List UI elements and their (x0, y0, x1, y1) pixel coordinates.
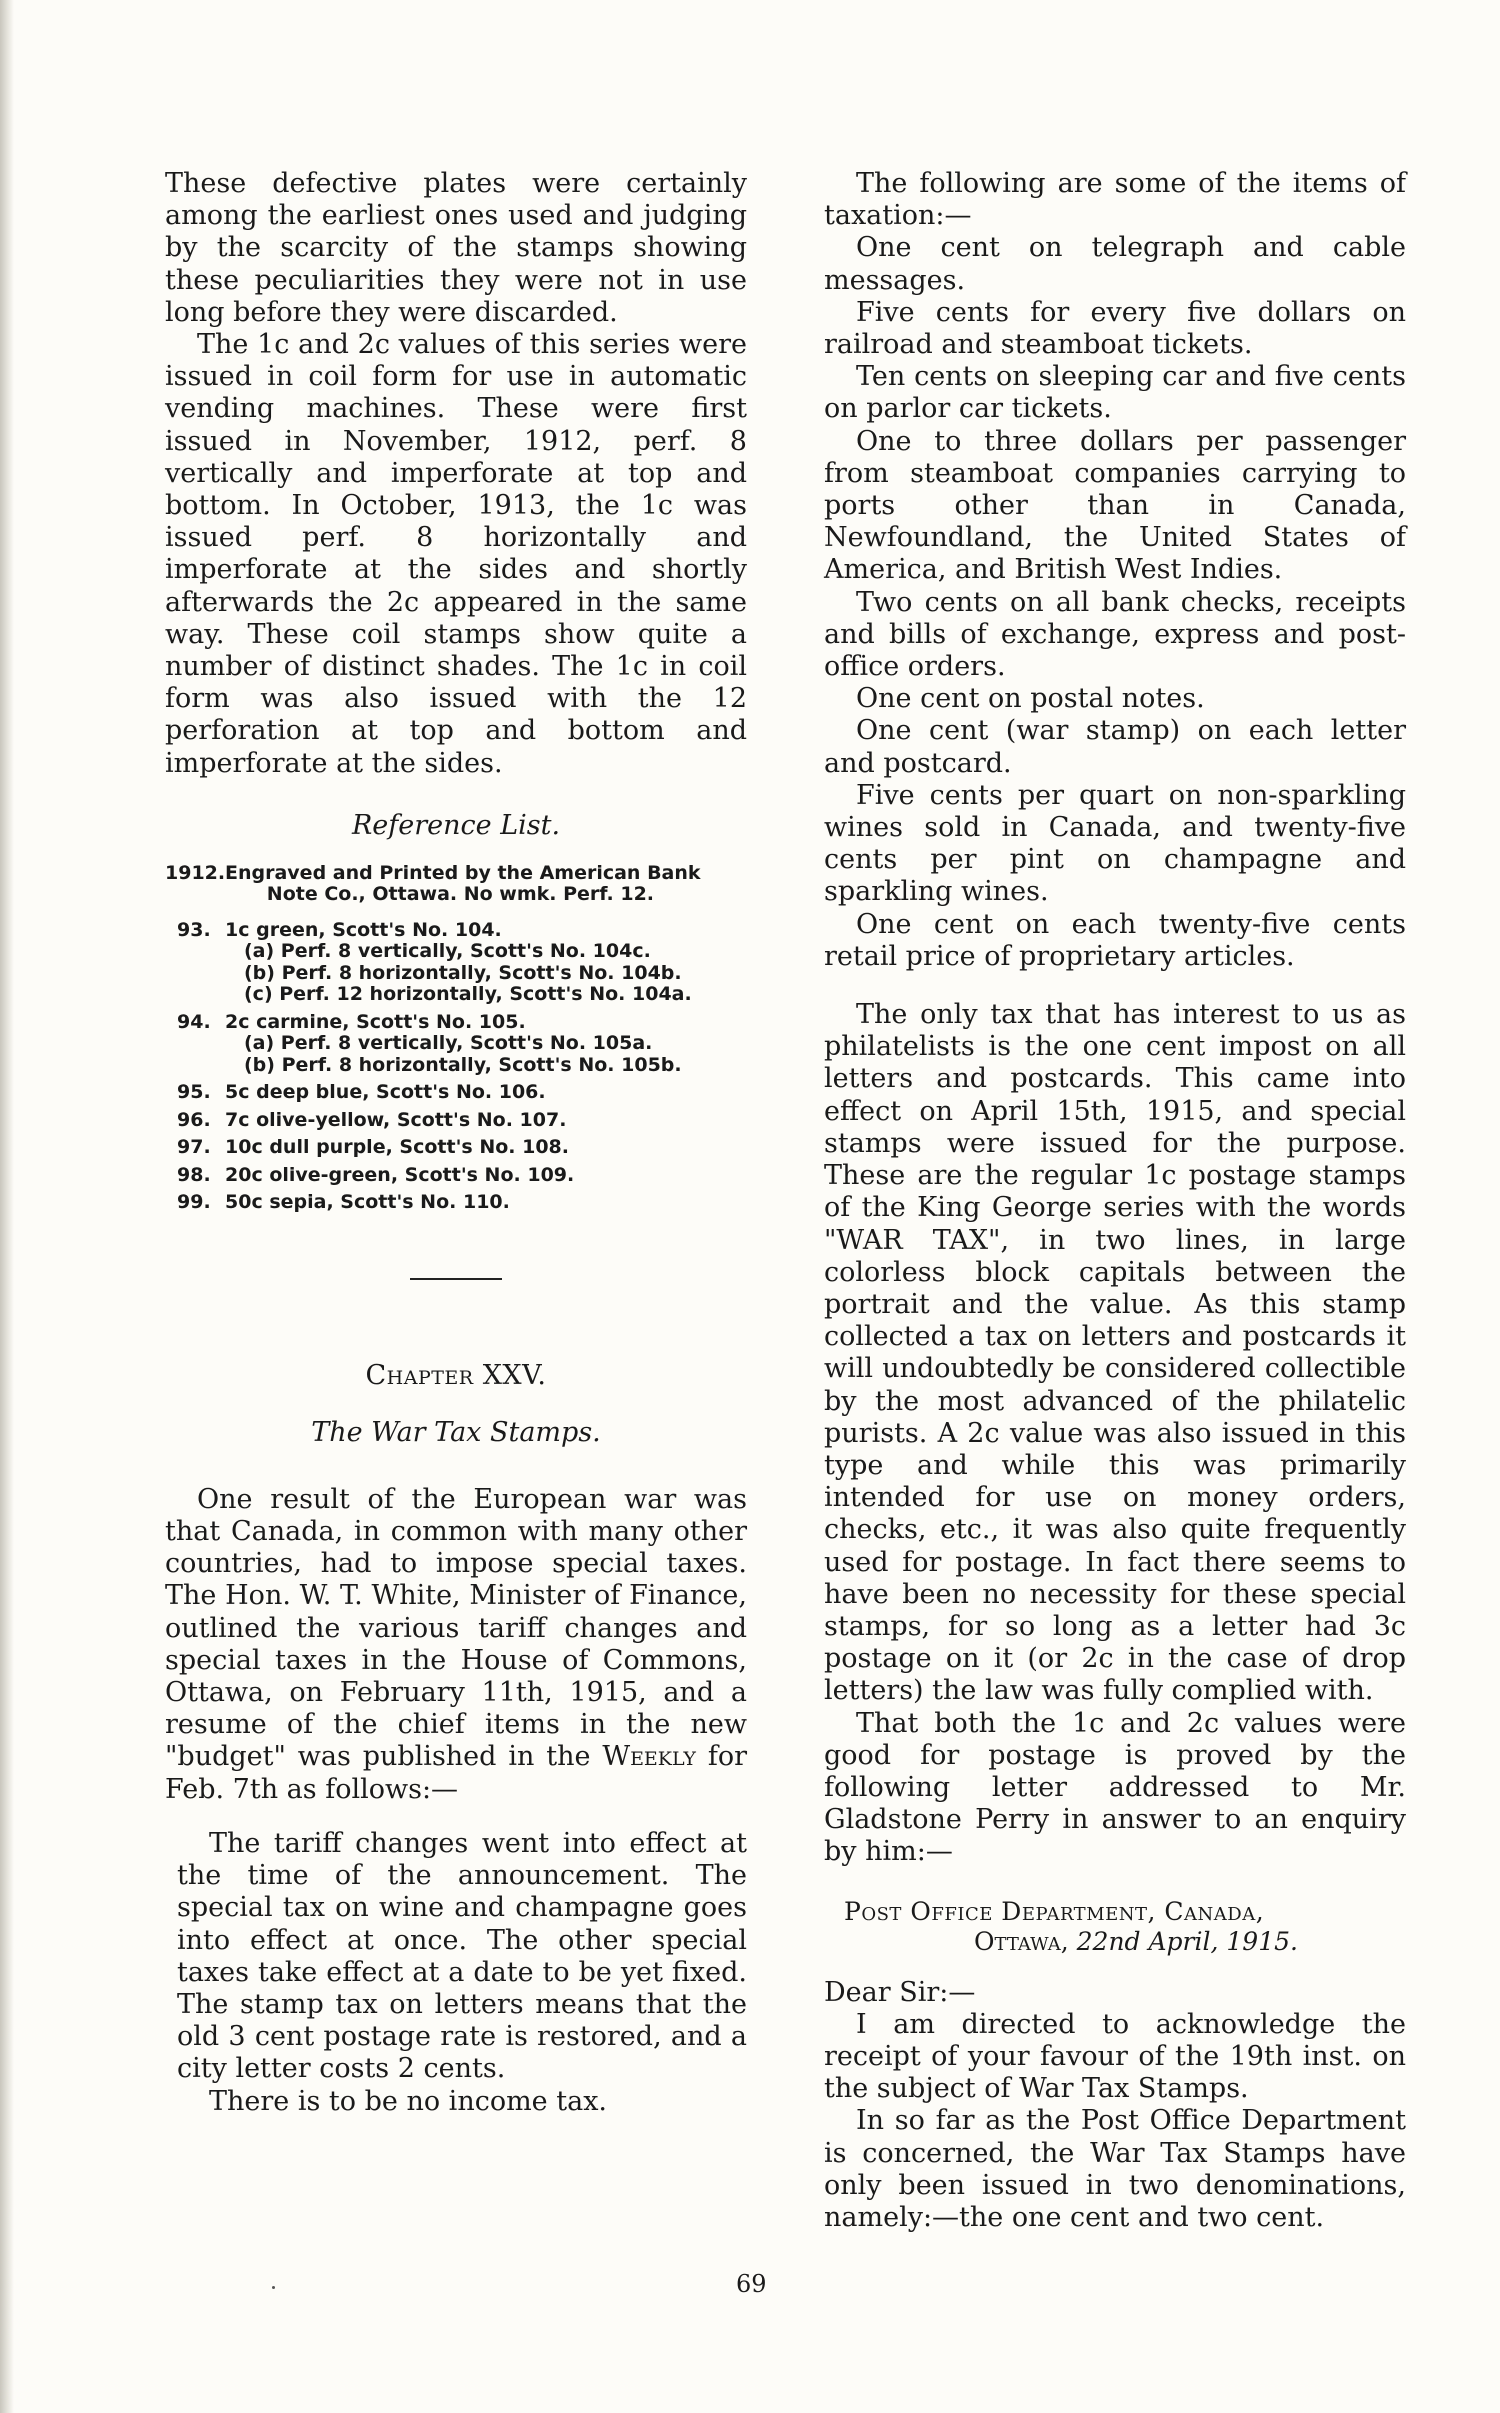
page-number: 69 (736, 2270, 767, 2298)
reference-entry-variety: (c) Perf. 12 horizontally, Scott's No. 104a. (244, 983, 692, 1006)
tax-item: One cent on each twenty-five cents retail price of proprietary articles. (824, 908, 1406, 972)
reference-entry (165, 1012, 747, 1077)
reference-entry-text: 50c sepia, Scott's No. 110. (225, 1191, 510, 1214)
reference-entry-number: 98. (177, 1163, 211, 1186)
reference-entry-variety: (b) Perf. 8 horizontally, Scott's No. 105b. (244, 1053, 682, 1076)
reference-entry-text: 5c deep blue, Scott's No. 106. (225, 1081, 546, 1104)
paragraph-only-tax: The only tax that has interest to us as philatelists is the one cent impost on all letters and postcards. This came into effect on April 15th, 1915, and special stamps were issued for the purpose. These are the regular 1c postage stamps of the King George series with the words "WAR TAX", in two lines, in large colorless block capitals between the portrait and the value. As this stamp collected a tax on letters and postcards it will undoubtedly be considered collectible by the most advanced of the philatelic purists. A 2c value was also issued in this type and while this was primarily intended for use on money orders, checks, etc., it was also quite frequently used for postage. In fact there seems to have been no necessity for these special stamps, for so long as a letter had 3c postage on it (or 2c in the case of drop letters) the law was fully complied with. (824, 999, 1406, 1707)
reference-entry-text: 2c carmine, Scott's No. 105. (225, 1010, 526, 1033)
tax-item: One cent on postal notes. (856, 683, 1205, 715)
letter-heading (824, 1897, 1406, 1957)
reference-entry (165, 1137, 747, 1159)
letter-paragraph-denominations: In so far as the Post Office Department is concerned, the War Tax Stamps have only been issued in two denominations, namely:—the one cent and two cent. (824, 2105, 1406, 2233)
reference-entry-variety: (b) Perf. 8 horizontally, Scott's No. 104b. (244, 961, 682, 984)
scan-edge-shadow (0, 0, 14, 2413)
paragraph-defective-plates: These defective plates were certainly among the earliest ones used and judging by the scarcity of the stamps showing these peculiarities they were not in use long before they were discarded. (165, 168, 747, 328)
reference-entry-text: 1c green, Scott's No. 104. (225, 918, 502, 941)
letter-department: Post Office Department, Canada, (844, 1896, 1265, 1926)
tax-item: One cent (war stamp) on each letter and postcard. (824, 715, 1406, 779)
reference-entry-number: 99. (177, 1191, 211, 1214)
chapter-title: The War Tax Stamps. (311, 1416, 601, 1448)
budget-quote (165, 1828, 747, 2118)
paragraph-coil-stamps: The 1c and 2c values of this series were issued in coil form for use in automatic vending machines. These were first issued in November, 1912, perf. 8 vertically and imperforate at top and bottom. In October, 1913, the 1c was issued perf. 8 horizontally and imperforate at the sides and shortly afterwards the 2c appeared in the same way. These coil stamps show quite a number of distinct shades. The 1c in coil form was also issued with the 12 perforation at top and bottom and imperforate at the sides. (165, 329, 747, 779)
reference-list-title: Reference List. (351, 809, 561, 841)
reference-header-text: Engraved and Printed by the American Bank Note Co., Ottawa. No wmk. Perf. 12. (225, 861, 701, 906)
tax-item: Five cents per quart on non-sparkling wines sold in Canada, and twenty-five cents per pint on champagne and sparkling wines. (824, 779, 1406, 908)
print-speck (272, 2286, 275, 2289)
letter-salutation: Dear Sir:— (824, 1976, 976, 2008)
reference-entry (165, 920, 747, 1006)
reference-list-header (165, 863, 747, 906)
reference-list (165, 863, 747, 1214)
reference-entry (165, 1110, 747, 1132)
weekly-word: Weekly (602, 1741, 696, 1773)
reference-entry-number: 94. (177, 1010, 211, 1033)
quote-income-tax: There is to be no income tax. (209, 2085, 607, 2117)
tax-item: One cent on telegraph and cable messages. (824, 232, 1406, 296)
letter-place: Ottawa, (974, 1926, 1069, 1956)
chapter-heading (165, 1360, 747, 1391)
reference-year: 1912. (165, 861, 226, 884)
reference-entry-number: 97. (177, 1136, 211, 1159)
chapter-numeral: XXV. (482, 1359, 547, 1391)
left-column (165, 168, 747, 2118)
reference-entry-variety: (a) Perf. 8 vertically, Scott's No. 104c. (244, 940, 651, 963)
right-column (824, 168, 1406, 2234)
paragraph-european-war-tail: for Feb. 7th as follows:— (165, 1741, 747, 1805)
reference-entry-text: 7c olive-yellow, Scott's No. 107. (225, 1108, 567, 1131)
reference-entry (165, 1165, 747, 1187)
tax-items-list (824, 168, 1406, 973)
chapter-prefix: Chapter (365, 1359, 474, 1391)
reference-entry (165, 1082, 747, 1104)
reference-entry-variety: (a) Perf. 8 vertically, Scott's No. 105a. (244, 1032, 653, 1055)
reference-entry-number: 93. (177, 918, 211, 941)
paragraph-both-values: That both the 1c and 2c values were good for postage is proved by the following letter addressed to Mr. Gladstone Perry in answer to an enquiry by him:— (824, 1707, 1406, 1868)
paragraph-european-war-text: One result of the European war was that Canada, in common with many other countries, had to impose special taxes. The Hon. W. T. White, Minister of Finance, outlined the various tariff changes and special taxes in the House of Commons, Ottawa, on February 11th, 1915, and a resume of the chief items in the new "budget" was published in the (165, 1483, 747, 1773)
letter-paragraph-acknowledge: I am directed to acknowledge the receipt of your favour of the 19th inst. on the subject of War Tax Stamps. (824, 2008, 1406, 2105)
tax-item: Five cents for every five dollars on railroad and steamboat tickets. (824, 296, 1406, 361)
paragraph-european-war (165, 1484, 747, 1806)
reference-entry-number: 95. (177, 1081, 211, 1104)
reference-entry-text: 20c olive-green, Scott's No. 109. (225, 1163, 575, 1186)
reference-entry-number: 96. (177, 1108, 211, 1131)
quote-tariff-changes: The tariff changes went into effect at the time of the announcement. The special tax on wine and champagne goes into effect at once. The other special taxes take effect at a date to be yet fixed. The stamp tax on letters means that the old 3 cent postage rate is restored, and a city letter costs 2 cents. (177, 1827, 747, 2085)
section-divider (410, 1278, 502, 1280)
tax-item: Ten cents on sleeping car and five cents on parlor car tickets. (824, 361, 1406, 425)
reference-entry-text: 10c dull purple, Scott's No. 108. (225, 1136, 569, 1159)
tax-item: Two cents on all bank checks, receipts and bills of exchange, express and post-office orders. (824, 586, 1406, 683)
reference-entries (165, 920, 747, 1214)
tax-item: The following are some of the items of taxation:— (824, 168, 1406, 232)
tax-item: One to three dollars per passenger from steamboat companies carrying to ports other than in Canada, Newfoundland, the United States of America, and British West Indies. (824, 425, 1406, 586)
reference-entry (165, 1192, 747, 1214)
letter-date: 22nd April, 1915. (1076, 1926, 1298, 1956)
